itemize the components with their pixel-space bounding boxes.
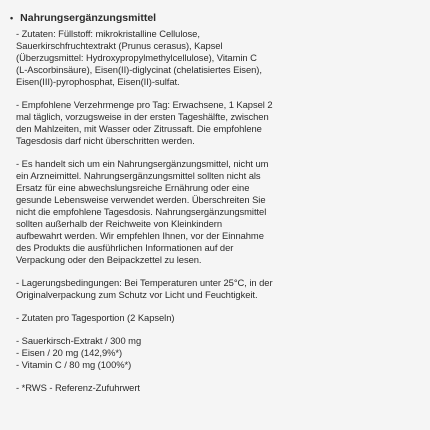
footnote: - *RWS - Referenz-Zufuhrwert xyxy=(16,382,140,393)
title-row xyxy=(10,12,416,24)
warning-line-5: nicht die empfohlene Tagesdosis. Nahrungsergänzungsmittel xyxy=(16,206,267,217)
warning-line-6: sollten außerhalb der Reichweite von Kleinkindern xyxy=(16,218,223,229)
storage-line-2: Originalverpackung zum Schutz vor Licht und Feuchtigkeit. xyxy=(16,289,258,300)
warning-line-7: aufbewahrt werden. Wir empfehlen Ihnen, vor der Einnahme xyxy=(16,230,264,241)
spacer xyxy=(10,147,416,158)
spacer xyxy=(10,371,416,382)
ingredients-line-4: (L-Ascorbinsäure), Eisen(II)-diglycinat (chelatisiertes Eisen), xyxy=(16,64,262,75)
portion-item-3: - Vitamin C / 80 mg (100%*) xyxy=(16,359,132,370)
spacer xyxy=(10,301,416,312)
spacer xyxy=(10,266,416,277)
bullet-icon: • xyxy=(10,13,14,23)
page-title: Nahrungsergänzungsmittel xyxy=(20,12,157,24)
warning-line-3: Ersatz für eine abwechslungsreiche Ernährung oder eine xyxy=(16,182,250,193)
storage-line-1: - Lagerungsbedingungen: Bei Temperaturen unter 25°C, in der xyxy=(16,277,273,288)
dosage-section xyxy=(10,99,416,147)
portion-items-section xyxy=(10,335,416,371)
ingredients-line-5: Eisen(III)-pyrophosphat, Eisen(II)-sulfat. xyxy=(16,76,180,87)
spacer xyxy=(10,88,416,99)
warning-line-9: Verpackung oder den Beipackzettel zu lesen. xyxy=(16,254,202,265)
spacer xyxy=(10,324,416,335)
portion-heading-section xyxy=(10,312,416,324)
warning-line-8: des Produkts die ausführlichen Informationen auf der xyxy=(16,242,234,253)
dosage-line-3: den Mahlzeiten, mit Wasser oder Zitrussaft. Die empfohlene xyxy=(16,123,262,134)
warning-section xyxy=(10,158,416,266)
ingredients-line-2: Sauerkirschfruchtextrakt (Prunus cerasus), Kapsel xyxy=(16,40,223,51)
portion-heading: - Zutaten pro Tagesportion (2 Kapseln) xyxy=(16,312,175,323)
portion-item-1: - Sauerkirsch-Extrakt / 300 mg xyxy=(16,335,142,346)
ingredients-section xyxy=(10,28,416,88)
portion-item-2: - Eisen / 20 mg (142,9%*) xyxy=(16,347,123,358)
warning-line-2: ein Arzneimittel. Nahrungsergänzungsmittel sollten nicht als xyxy=(16,170,261,181)
footnote-section xyxy=(10,382,416,394)
ingredients-line-1: - Zutaten: Füllstoff: mikrokristalline Cellulose, xyxy=(16,28,200,39)
dosage-line-2: mal täglich, vorzugsweise in der ersten Tageshälfte, zwischen xyxy=(16,111,269,122)
dosage-line-4: Tagesdosis darf nicht überschritten werden. xyxy=(16,135,195,146)
storage-section xyxy=(10,277,416,301)
warning-line-4: gesunde Lebensweise verwendet werden. Überschreiten Sie xyxy=(16,194,266,205)
dosage-line-1: - Empfohlene Verzehrmenge pro Tag: Erwachsene, 1 Kapsel 2 xyxy=(16,99,273,110)
warning-line-1: - Es handelt sich um ein Nahrungsergänzungsmittel, nicht um xyxy=(16,158,269,169)
ingredients-line-3: (Überzugsmittel: Hydroxypropylmethylcellulose), Vitamin C xyxy=(16,52,257,63)
